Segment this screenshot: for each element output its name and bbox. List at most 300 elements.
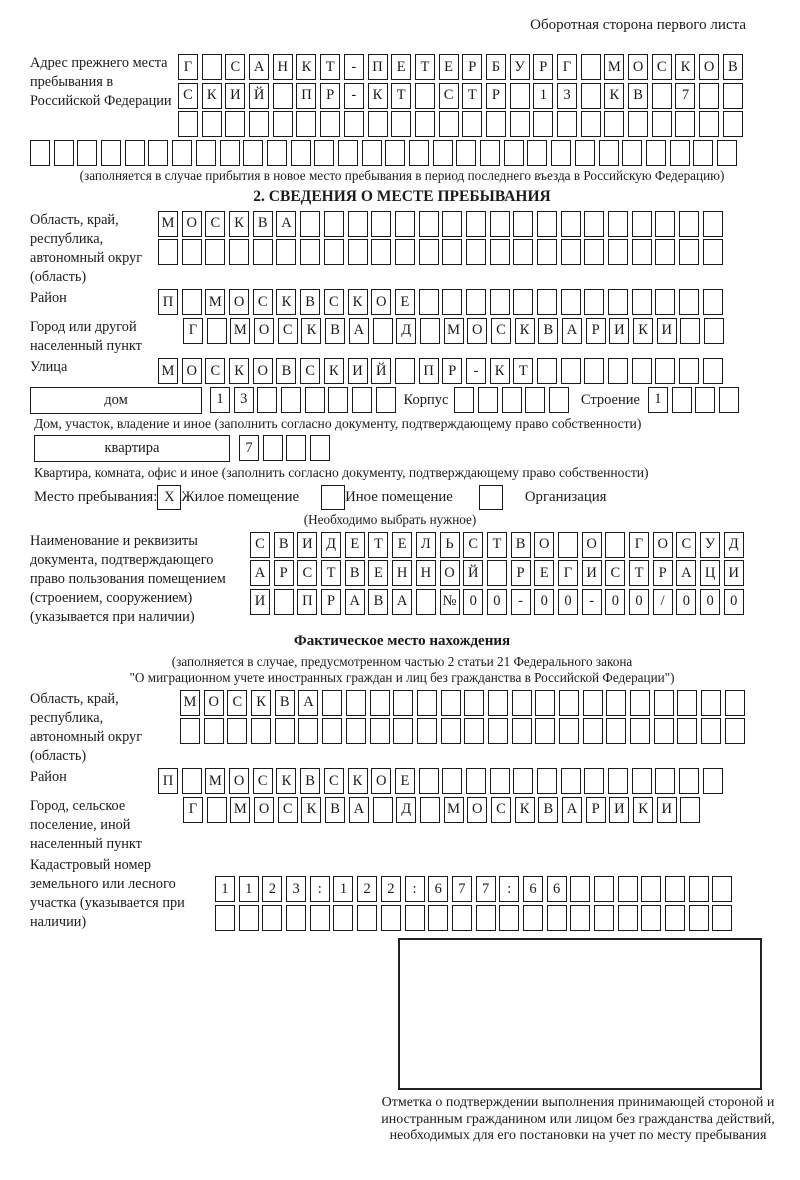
char-cell[interactable] [703, 211, 723, 237]
char-cell[interactable] [695, 387, 715, 413]
char-cell[interactable]: И [609, 797, 629, 823]
char-cell[interactable] [433, 140, 453, 166]
char-cell[interactable] [371, 239, 391, 265]
char-cell[interactable]: : [405, 876, 425, 902]
char-cell[interactable]: 0 [605, 589, 625, 615]
registration-stamp-area[interactable] [398, 938, 762, 1090]
char-cell[interactable] [125, 140, 145, 166]
char-cell[interactable]: В [325, 318, 345, 344]
char-cell[interactable]: 0 [629, 589, 649, 615]
char-cell[interactable] [583, 718, 603, 744]
char-cell[interactable] [324, 239, 344, 265]
char-cell[interactable] [291, 140, 311, 166]
char-cell[interactable] [393, 690, 413, 716]
char-cell[interactable] [101, 140, 121, 166]
char-cell[interactable] [641, 905, 661, 931]
char-cell[interactable] [338, 140, 358, 166]
char-cell[interactable]: О [229, 289, 249, 315]
char-cell[interactable] [533, 111, 553, 137]
char-cell[interactable]: К [202, 83, 222, 109]
char-cell[interactable]: С [227, 690, 247, 716]
char-cell[interactable] [677, 690, 697, 716]
char-cell[interactable]: И [297, 532, 317, 558]
char-cell[interactable]: С [205, 358, 225, 384]
char-cell[interactable]: В [300, 768, 320, 794]
char-cell[interactable]: 0 [558, 589, 578, 615]
char-cell[interactable] [310, 905, 330, 931]
char-cell[interactable]: И [582, 560, 602, 586]
char-cell[interactable] [523, 905, 543, 931]
char-cell[interactable]: П [158, 289, 178, 315]
char-cell[interactable] [723, 111, 743, 137]
char-cell[interactable]: К [633, 318, 653, 344]
char-cell[interactable] [415, 83, 435, 109]
char-cell[interactable] [439, 111, 459, 137]
char-cell[interactable] [581, 111, 601, 137]
char-cell[interactable]: Р [653, 560, 673, 586]
char-cell[interactable] [703, 768, 723, 794]
char-cell[interactable]: 2 [357, 876, 377, 902]
char-cell[interactable] [417, 690, 437, 716]
char-cell[interactable] [608, 358, 628, 384]
char-cell[interactable]: О [467, 318, 487, 344]
char-cell[interactable] [725, 690, 745, 716]
char-cell[interactable] [581, 54, 601, 80]
char-cell[interactable]: И [724, 560, 744, 586]
char-cell[interactable] [693, 140, 713, 166]
char-cell[interactable]: Н [416, 560, 436, 586]
char-cell[interactable] [680, 318, 700, 344]
char-cell[interactable]: П [158, 768, 178, 794]
char-cell[interactable] [537, 358, 557, 384]
char-cell[interactable]: К [229, 211, 249, 237]
char-cell[interactable] [558, 532, 578, 558]
char-cell[interactable] [182, 768, 202, 794]
char-cell[interactable]: 7 [239, 435, 259, 461]
char-cell[interactable]: 3 [557, 83, 577, 109]
char-cell[interactable]: К [301, 797, 321, 823]
char-cell[interactable]: О [254, 797, 274, 823]
char-cell[interactable]: № [440, 589, 460, 615]
char-cell[interactable] [273, 83, 293, 109]
char-cell[interactable]: 0 [700, 589, 720, 615]
char-cell[interactable] [320, 111, 340, 137]
char-cell[interactable]: М [444, 318, 464, 344]
char-cell[interactable] [561, 239, 581, 265]
char-cell[interactable] [452, 905, 472, 931]
char-cell[interactable]: М [230, 797, 250, 823]
char-cell[interactable]: С [225, 54, 245, 80]
char-cell[interactable]: В [723, 54, 743, 80]
char-cell[interactable]: - [344, 83, 364, 109]
char-cell[interactable] [466, 239, 486, 265]
char-cell[interactable] [381, 905, 401, 931]
char-cell[interactable]: К [515, 318, 535, 344]
char-cell[interactable] [703, 358, 723, 384]
char-cell[interactable] [456, 140, 476, 166]
char-cell[interactable] [207, 318, 227, 344]
char-cell[interactable] [368, 111, 388, 137]
char-cell[interactable]: М [604, 54, 624, 80]
char-cell[interactable]: С [676, 532, 696, 558]
char-cell[interactable]: Е [439, 54, 459, 80]
char-cell[interactable] [249, 111, 269, 137]
char-cell[interactable]: М [158, 358, 178, 384]
char-cell[interactable]: 1 [648, 387, 668, 413]
char-cell[interactable] [549, 387, 569, 413]
char-cell[interactable] [476, 905, 496, 931]
char-cell[interactable]: Н [392, 560, 412, 586]
char-cell[interactable]: 1 [215, 876, 235, 902]
stay-option-other-checkbox[interactable] [321, 485, 345, 510]
char-cell[interactable] [409, 140, 429, 166]
char-cell[interactable]: Е [395, 289, 415, 315]
char-cell[interactable] [262, 905, 282, 931]
char-cell[interactable] [655, 768, 675, 794]
char-cell[interactable] [575, 140, 595, 166]
char-cell[interactable]: О [182, 211, 202, 237]
char-cell[interactable] [466, 289, 486, 315]
char-cell[interactable]: С [278, 318, 298, 344]
char-cell[interactable]: К [675, 54, 695, 80]
char-cell[interactable] [466, 768, 486, 794]
char-cell[interactable] [324, 211, 344, 237]
char-cell[interactable]: И [657, 797, 677, 823]
char-cell[interactable] [273, 111, 293, 137]
char-cell[interactable]: Т [629, 560, 649, 586]
char-cell[interactable]: В [276, 358, 296, 384]
char-cell[interactable]: 7 [675, 83, 695, 109]
char-cell[interactable]: - [582, 589, 602, 615]
char-cell[interactable]: Н [273, 54, 293, 80]
char-cell[interactable] [395, 358, 415, 384]
char-cell[interactable] [594, 905, 614, 931]
char-cell[interactable] [275, 718, 295, 744]
char-cell[interactable] [441, 690, 461, 716]
char-cell[interactable]: А [349, 797, 369, 823]
char-cell[interactable] [608, 239, 628, 265]
char-cell[interactable]: 1 [239, 876, 259, 902]
char-cell[interactable] [665, 905, 685, 931]
char-cell[interactable]: А [562, 797, 582, 823]
char-cell[interactable] [417, 718, 437, 744]
char-cell[interactable] [488, 718, 508, 744]
char-cell[interactable]: В [345, 560, 365, 586]
char-cell[interactable] [196, 140, 216, 166]
char-cell[interactable] [561, 289, 581, 315]
char-cell[interactable]: Г [629, 532, 649, 558]
char-cell[interactable] [584, 289, 604, 315]
char-cell[interactable] [652, 111, 672, 137]
char-cell[interactable] [630, 718, 650, 744]
char-cell[interactable]: Л [416, 532, 436, 558]
char-cell[interactable]: О [204, 690, 224, 716]
char-cell[interactable] [490, 289, 510, 315]
char-cell[interactable] [393, 718, 413, 744]
char-cell[interactable]: 3 [234, 387, 254, 413]
char-cell[interactable]: : [310, 876, 330, 902]
char-cell[interactable]: - [511, 589, 531, 615]
char-cell[interactable]: К [296, 54, 316, 80]
char-cell[interactable] [712, 905, 732, 931]
char-cell[interactable] [158, 239, 178, 265]
char-cell[interactable] [419, 239, 439, 265]
char-cell[interactable]: К [276, 289, 296, 315]
char-cell[interactable] [652, 83, 672, 109]
char-cell[interactable] [606, 718, 626, 744]
house-type-box[interactable]: дом [30, 387, 202, 414]
char-cell[interactable] [559, 718, 579, 744]
char-cell[interactable] [551, 140, 571, 166]
char-cell[interactable] [182, 289, 202, 315]
char-cell[interactable]: 0 [487, 589, 507, 615]
char-cell[interactable] [654, 718, 674, 744]
char-cell[interactable] [182, 239, 202, 265]
char-cell[interactable] [263, 435, 283, 461]
char-cell[interactable] [512, 718, 532, 744]
char-cell[interactable]: М [158, 211, 178, 237]
char-cell[interactable] [253, 239, 273, 265]
char-cell[interactable] [30, 140, 50, 166]
char-cell[interactable]: Ь [440, 532, 460, 558]
char-cell[interactable] [373, 318, 393, 344]
char-cell[interactable]: Г [558, 560, 578, 586]
char-cell[interactable]: К [348, 768, 368, 794]
char-cell[interactable] [499, 905, 519, 931]
char-cell[interactable]: Е [345, 532, 365, 558]
char-cell[interactable] [699, 83, 719, 109]
char-cell[interactable]: О [254, 318, 274, 344]
char-cell[interactable] [54, 140, 74, 166]
char-cell[interactable] [583, 690, 603, 716]
char-cell[interactable]: 0 [676, 589, 696, 615]
char-cell[interactable] [362, 140, 382, 166]
char-cell[interactable] [504, 140, 524, 166]
char-cell[interactable]: К [251, 690, 271, 716]
char-cell[interactable] [395, 239, 415, 265]
char-cell[interactable] [725, 718, 745, 744]
char-cell[interactable]: А [676, 560, 696, 586]
char-cell[interactable] [537, 289, 557, 315]
char-cell[interactable]: В [253, 211, 273, 237]
char-cell[interactable]: Т [513, 358, 533, 384]
char-cell[interactable] [699, 111, 719, 137]
char-cell[interactable]: М [230, 318, 250, 344]
char-cell[interactable]: А [298, 690, 318, 716]
char-cell[interactable]: С [324, 289, 344, 315]
char-cell[interactable] [322, 718, 342, 744]
char-cell[interactable] [510, 83, 530, 109]
char-cell[interactable] [322, 690, 342, 716]
char-cell[interactable] [632, 289, 652, 315]
char-cell[interactable] [490, 211, 510, 237]
char-cell[interactable] [370, 690, 390, 716]
char-cell[interactable] [314, 140, 334, 166]
char-cell[interactable] [202, 111, 222, 137]
char-cell[interactable] [717, 140, 737, 166]
char-cell[interactable] [371, 211, 391, 237]
char-cell[interactable] [376, 387, 396, 413]
char-cell[interactable]: Д [396, 318, 416, 344]
char-cell[interactable]: Р [586, 797, 606, 823]
char-cell[interactable]: Т [320, 54, 340, 80]
char-cell[interactable]: Е [392, 532, 412, 558]
char-cell[interactable] [300, 239, 320, 265]
char-cell[interactable] [641, 876, 661, 902]
char-cell[interactable] [370, 718, 390, 744]
char-cell[interactable]: П [419, 358, 439, 384]
char-cell[interactable]: О [371, 768, 391, 794]
char-cell[interactable]: А [562, 318, 582, 344]
char-cell[interactable]: / [653, 589, 673, 615]
char-cell[interactable]: В [538, 318, 558, 344]
char-cell[interactable]: Р [274, 560, 294, 586]
char-cell[interactable] [348, 211, 368, 237]
char-cell[interactable] [606, 690, 626, 716]
char-cell[interactable]: М [205, 289, 225, 315]
char-cell[interactable] [677, 718, 697, 744]
char-cell[interactable] [535, 718, 555, 744]
char-cell[interactable] [581, 83, 601, 109]
char-cell[interactable] [466, 211, 486, 237]
char-cell[interactable] [286, 435, 306, 461]
char-cell[interactable]: У [510, 54, 530, 80]
char-cell[interactable]: В [368, 589, 388, 615]
char-cell[interactable] [395, 211, 415, 237]
char-cell[interactable] [442, 211, 462, 237]
char-cell[interactable]: П [297, 589, 317, 615]
char-cell[interactable] [286, 905, 306, 931]
char-cell[interactable] [227, 718, 247, 744]
char-cell[interactable] [679, 239, 699, 265]
char-cell[interactable] [512, 690, 532, 716]
char-cell[interactable]: О [253, 358, 273, 384]
char-cell[interactable]: 0 [534, 589, 554, 615]
char-cell[interactable] [537, 768, 557, 794]
char-cell[interactable] [723, 83, 743, 109]
char-cell[interactable] [454, 387, 474, 413]
char-cell[interactable]: Р [462, 54, 482, 80]
char-cell[interactable] [570, 876, 590, 902]
char-cell[interactable] [701, 718, 721, 744]
char-cell[interactable] [689, 905, 709, 931]
char-cell[interactable] [547, 905, 567, 931]
char-cell[interactable] [632, 211, 652, 237]
char-cell[interactable]: Г [557, 54, 577, 80]
char-cell[interactable] [618, 876, 638, 902]
char-cell[interactable]: Ц [700, 560, 720, 586]
char-cell[interactable]: Г [183, 318, 203, 344]
char-cell[interactable] [604, 111, 624, 137]
char-cell[interactable]: В [300, 289, 320, 315]
char-cell[interactable]: Е [391, 54, 411, 80]
char-cell[interactable] [608, 211, 628, 237]
char-cell[interactable] [632, 358, 652, 384]
char-cell[interactable] [561, 768, 581, 794]
char-cell[interactable] [243, 140, 263, 166]
char-cell[interactable]: П [368, 54, 388, 80]
char-cell[interactable] [225, 111, 245, 137]
char-cell[interactable] [464, 690, 484, 716]
char-cell[interactable] [172, 140, 192, 166]
char-cell[interactable] [570, 905, 590, 931]
char-cell[interactable] [513, 768, 533, 794]
char-cell[interactable] [486, 111, 506, 137]
char-cell[interactable]: О [628, 54, 648, 80]
char-cell[interactable]: М [444, 797, 464, 823]
char-cell[interactable] [257, 387, 277, 413]
char-cell[interactable] [420, 797, 440, 823]
char-cell[interactable]: Т [391, 83, 411, 109]
char-cell[interactable]: 2 [381, 876, 401, 902]
char-cell[interactable] [510, 111, 530, 137]
char-cell[interactable]: Д [724, 532, 744, 558]
char-cell[interactable] [385, 140, 405, 166]
char-cell[interactable] [679, 289, 699, 315]
char-cell[interactable] [594, 876, 614, 902]
char-cell[interactable]: И [609, 318, 629, 344]
char-cell[interactable] [719, 387, 739, 413]
char-cell[interactable] [655, 289, 675, 315]
char-cell[interactable]: С [250, 532, 270, 558]
char-cell[interactable] [373, 797, 393, 823]
char-cell[interactable] [405, 905, 425, 931]
char-cell[interactable]: О [229, 768, 249, 794]
stay-option-organization-checkbox[interactable] [479, 485, 503, 510]
char-cell[interactable]: К [633, 797, 653, 823]
char-cell[interactable]: Т [321, 560, 341, 586]
char-cell[interactable]: Й [249, 83, 269, 109]
char-cell[interactable]: Р [321, 589, 341, 615]
char-cell[interactable] [419, 768, 439, 794]
char-cell[interactable] [513, 211, 533, 237]
char-cell[interactable]: - [466, 358, 486, 384]
char-cell[interactable] [416, 589, 436, 615]
stay-option-residential-checkbox[interactable]: X [157, 485, 181, 510]
char-cell[interactable]: О [182, 358, 202, 384]
char-cell[interactable]: С [652, 54, 672, 80]
char-cell[interactable] [584, 358, 604, 384]
char-cell[interactable]: К [229, 358, 249, 384]
char-cell[interactable] [344, 111, 364, 137]
char-cell[interactable] [513, 289, 533, 315]
char-cell[interactable]: А [250, 560, 270, 586]
char-cell[interactable] [502, 387, 522, 413]
char-cell[interactable] [420, 318, 440, 344]
char-cell[interactable]: А [345, 589, 365, 615]
char-cell[interactable] [419, 289, 439, 315]
char-cell[interactable] [205, 239, 225, 265]
char-cell[interactable] [180, 718, 200, 744]
char-cell[interactable]: К [348, 289, 368, 315]
char-cell[interactable]: К [368, 83, 388, 109]
char-cell[interactable]: 0 [724, 589, 744, 615]
char-cell[interactable] [584, 239, 604, 265]
char-cell[interactable] [599, 140, 619, 166]
char-cell[interactable]: С [463, 532, 483, 558]
char-cell[interactable]: 1 [333, 876, 353, 902]
char-cell[interactable]: 6 [523, 876, 543, 902]
char-cell[interactable] [557, 111, 577, 137]
char-cell[interactable]: О [440, 560, 460, 586]
char-cell[interactable]: Т [415, 54, 435, 80]
char-cell[interactable]: 1 [210, 387, 230, 413]
char-cell[interactable] [487, 560, 507, 586]
char-cell[interactable]: В [511, 532, 531, 558]
char-cell[interactable]: И [250, 589, 270, 615]
char-cell[interactable]: Е [534, 560, 554, 586]
char-cell[interactable] [630, 690, 650, 716]
